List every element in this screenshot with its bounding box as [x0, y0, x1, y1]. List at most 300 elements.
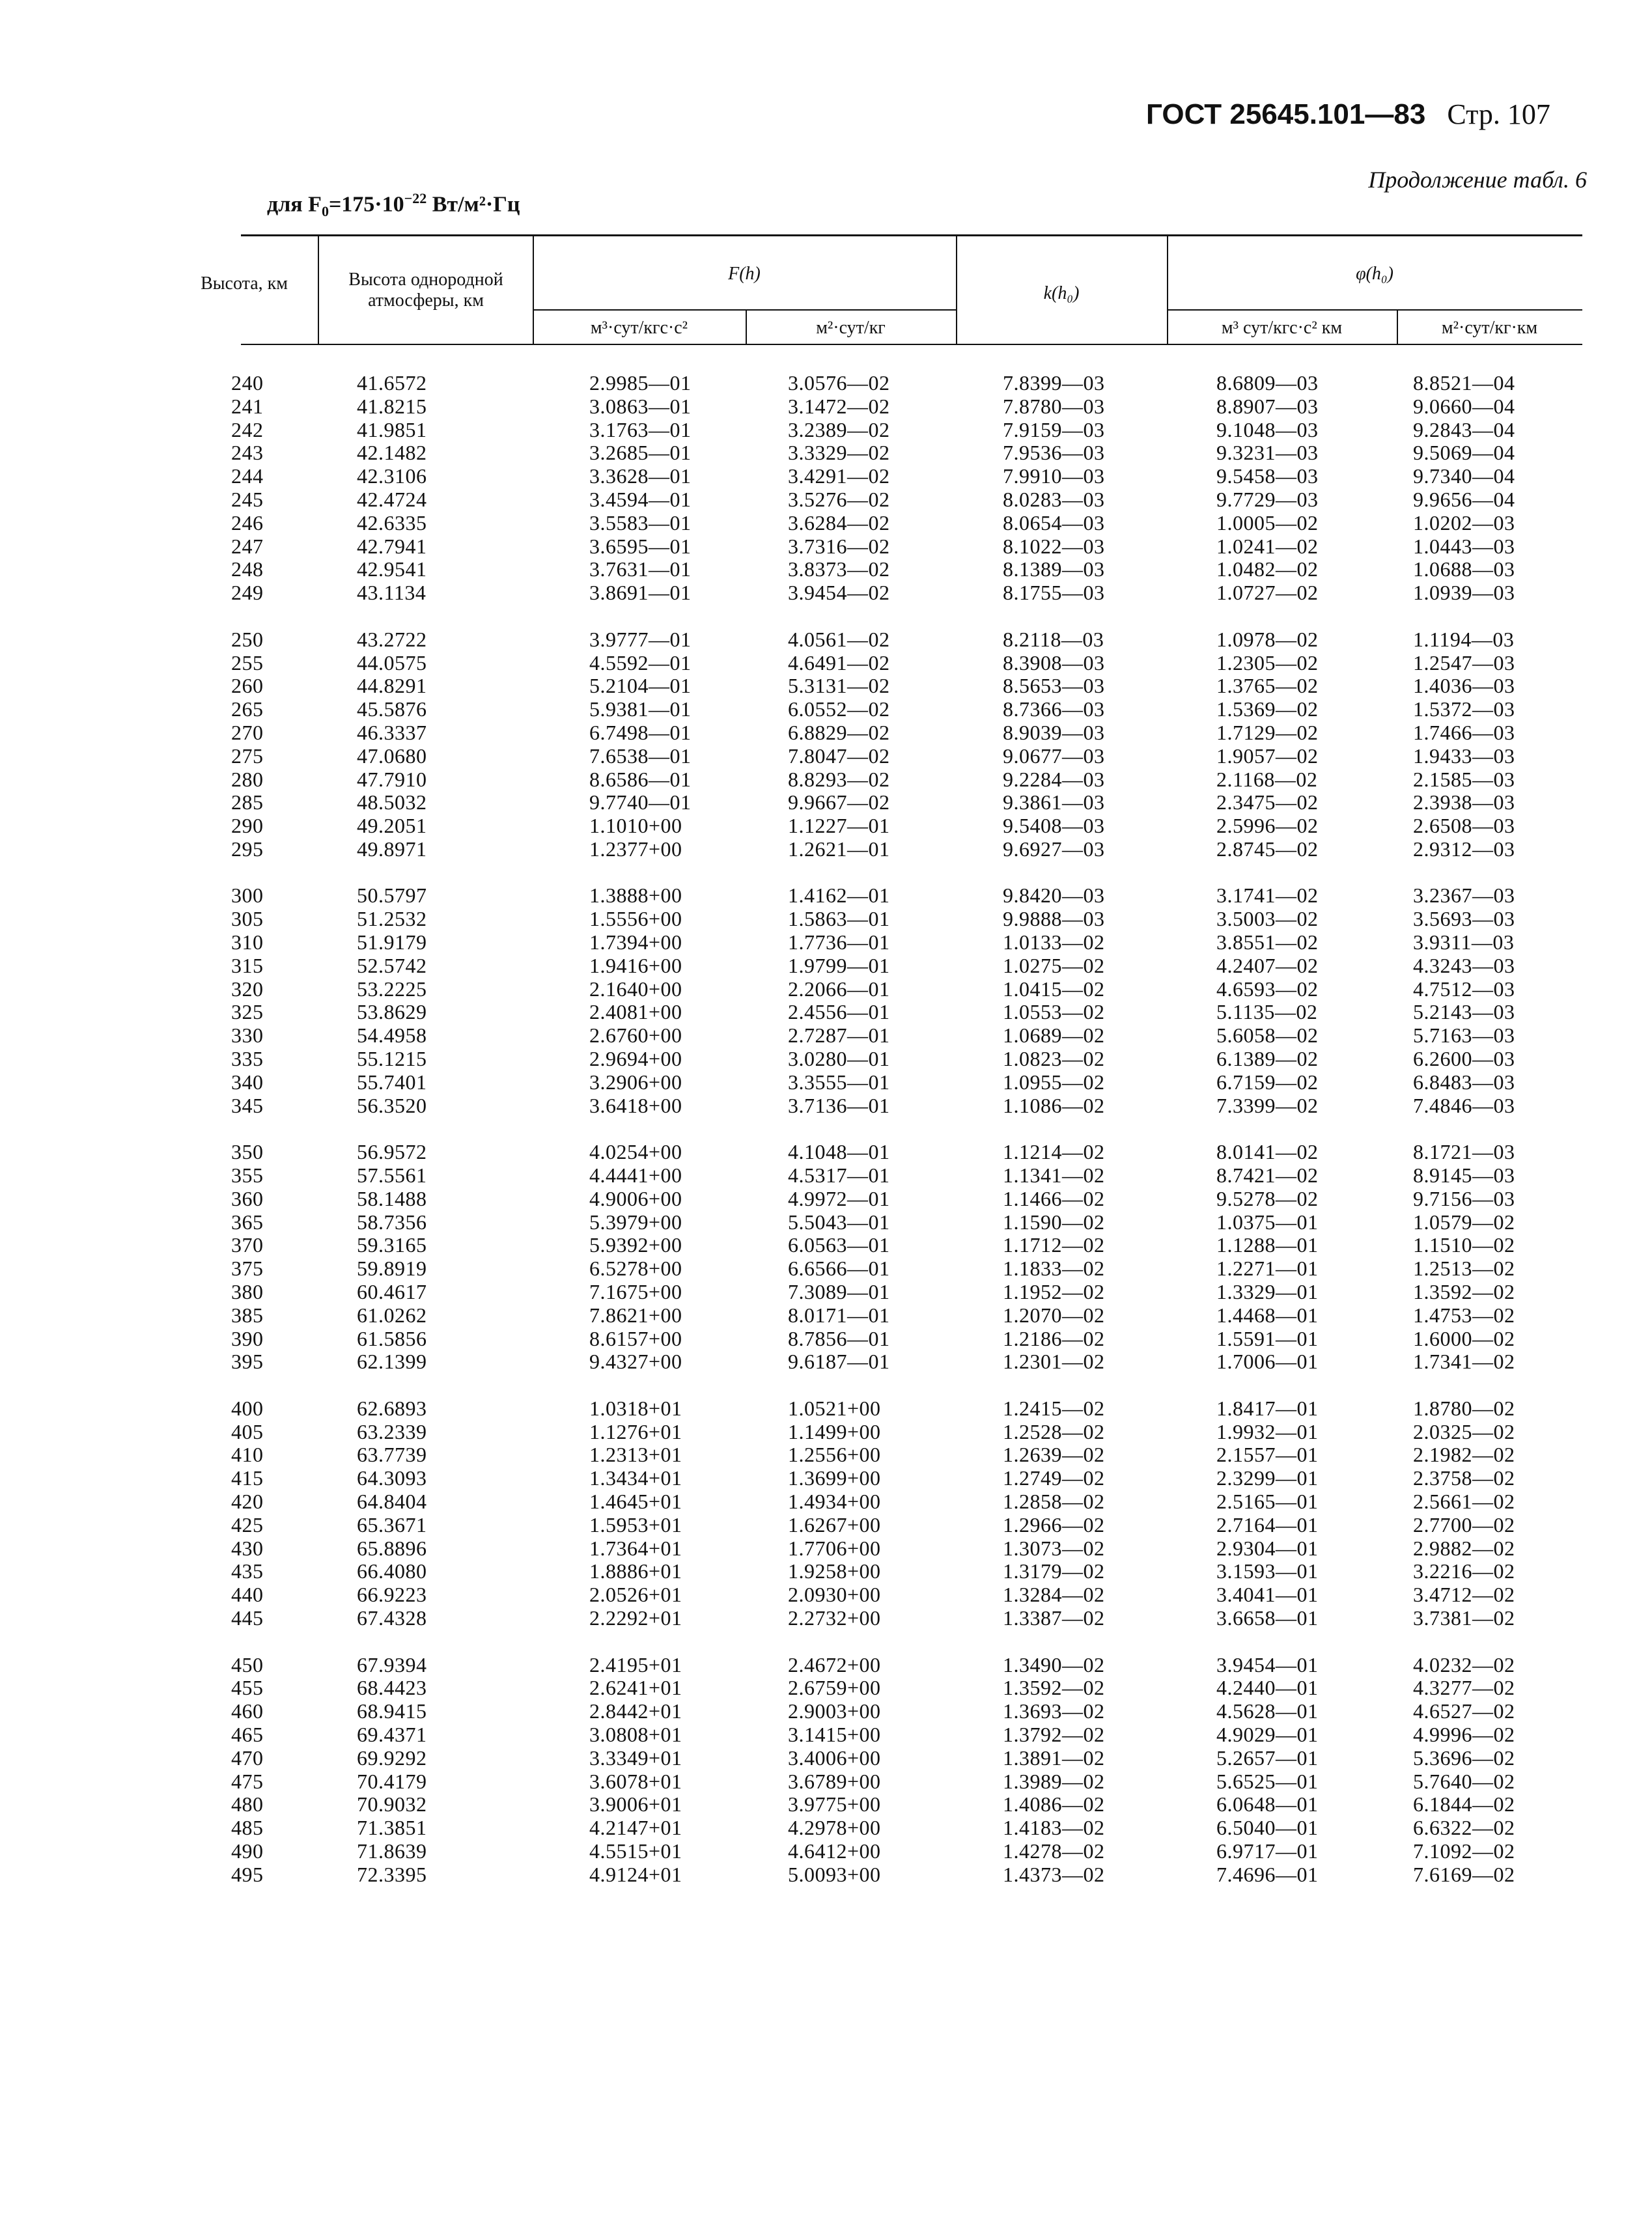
cell-fh-2: 4.1048—01 — [788, 1140, 890, 1164]
cell-homog-height: 58.7356 — [357, 1210, 427, 1234]
cell-fh-1: 2.1640+00 — [589, 977, 682, 1001]
cell-fh-2: 4.0561—02 — [788, 627, 890, 651]
cell-fh-1: 9.7740—01 — [589, 790, 692, 814]
cell-phi-2: 5.7640—02 — [1413, 1769, 1515, 1793]
cell-fh-2: 4.6491—02 — [788, 650, 890, 675]
cell-kh: 1.2301—02 — [1003, 1350, 1105, 1374]
cell-homog-height: 42.9541 — [357, 557, 427, 581]
cell-phi-2: 1.0579—02 — [1413, 1210, 1515, 1234]
cell-phi-2: 1.3592—02 — [1413, 1279, 1515, 1303]
cell-height: 425 — [231, 1512, 264, 1537]
cell-homog-height: 46.3337 — [357, 720, 427, 744]
col-header-height: Высота, км — [201, 273, 288, 294]
cell-phi-2: 9.5069—04 — [1413, 441, 1515, 465]
cell-homog-height: 53.8629 — [357, 1000, 427, 1024]
cell-phi-2: 8.8521—04 — [1413, 371, 1515, 395]
cell-fh-1: 1.9416+00 — [589, 953, 682, 977]
cell-fh-1: 4.4441+00 — [589, 1163, 682, 1187]
cell-height: 460 — [231, 1699, 264, 1723]
table-condition-note: для $F_0=175\cdot 10^{-22}$ Вт/м²·Гц — [267, 190, 520, 220]
cell-height: 310 — [231, 930, 264, 954]
cell-fh-2: 2.2732+00 — [788, 1606, 881, 1630]
cell-height: 440 — [231, 1583, 264, 1607]
cell-height: 405 — [231, 1419, 264, 1443]
cell-height: 335 — [231, 1047, 264, 1070]
cell-fh-2: 3.1415+00 — [788, 1722, 881, 1746]
cell-homog-height: 41.6572 — [357, 371, 427, 395]
cell-fh-1: 1.0318+01 — [589, 1396, 682, 1420]
cell-phi-1: 7.3399—02 — [1216, 1093, 1319, 1117]
cell-fh-1: 7.6538—01 — [589, 744, 692, 768]
cell-phi-1: 3.8551—02 — [1216, 930, 1319, 954]
cell-height: 285 — [231, 790, 264, 814]
cell-kh: 1.3592—02 — [1003, 1676, 1105, 1700]
cell-kh: 1.1712—02 — [1003, 1233, 1105, 1257]
cell-fh-1: 9.4327+00 — [589, 1350, 682, 1374]
cell-fh-2: 4.9972—01 — [788, 1186, 890, 1210]
cell-phi-2: 1.6000—02 — [1413, 1326, 1515, 1350]
cell-fh-2: 1.6267+00 — [788, 1512, 881, 1537]
cell-kh: 9.0677—03 — [1003, 744, 1105, 768]
cell-kh: 1.3073—02 — [1003, 1536, 1105, 1560]
cell-phi-1: 7.4696—01 — [1216, 1862, 1319, 1886]
cell-fh-2: 1.5863—01 — [788, 907, 890, 931]
cell-kh: 1.3792—02 — [1003, 1722, 1105, 1746]
cell-kh: 9.3861—03 — [1003, 790, 1105, 814]
cell-fh-1: 1.2313+01 — [589, 1443, 682, 1467]
cell-homog-height: 47.0680 — [357, 744, 427, 768]
cell-fh-1: 3.3628—01 — [589, 464, 692, 488]
cell-homog-height: 49.8971 — [357, 837, 427, 861]
cell-fh-2: 3.9775+00 — [788, 1792, 881, 1816]
cell-homog-height: 61.5856 — [357, 1326, 427, 1350]
cell-homog-height: 69.9292 — [357, 1746, 427, 1770]
cell-homog-height: 60.4617 — [357, 1279, 427, 1303]
cell-height: 365 — [231, 1210, 264, 1234]
page-header — [1146, 98, 1550, 131]
cell-kh: 1.2749—02 — [1003, 1466, 1105, 1490]
cell-kh: 1.0553—02 — [1003, 1000, 1105, 1024]
cell-phi-2: 4.7512—03 — [1413, 977, 1515, 1001]
cell-phi-1: 8.8907—03 — [1216, 394, 1319, 418]
cell-homog-height: 41.9851 — [357, 417, 427, 441]
cell-phi-2: 1.5372—03 — [1413, 697, 1515, 721]
cell-fh-2: 1.3699+00 — [788, 1466, 881, 1490]
cell-fh-1: 1.8886+01 — [589, 1559, 682, 1583]
cell-phi-1: 6.5040—01 — [1216, 1816, 1319, 1840]
cell-homog-height: 54.4958 — [357, 1023, 427, 1048]
cell-fh-1: 3.9006+01 — [589, 1792, 682, 1816]
cell-kh: 1.2858—02 — [1003, 1490, 1105, 1513]
cell-height: 410 — [231, 1443, 264, 1467]
cell-phi-1: 1.3329—01 — [1216, 1279, 1319, 1303]
cell-homog-height: 69.4371 — [357, 1722, 427, 1746]
cell-fh-1: 4.9006+00 — [589, 1186, 682, 1210]
cell-phi-2: 2.1982—02 — [1413, 1443, 1515, 1467]
cell-phi-2: 1.0202—03 — [1413, 510, 1515, 535]
cell-height: 430 — [231, 1536, 264, 1560]
cell-fh-2: 1.7736—01 — [788, 930, 890, 954]
cell-homog-height: 62.6893 — [357, 1396, 427, 1420]
cell-kh: 1.2070—02 — [1003, 1303, 1105, 1327]
cell-phi-2: 9.9656—04 — [1413, 488, 1515, 511]
cell-fh-1: 2.9694+00 — [589, 1047, 682, 1070]
cell-phi-2: 3.2367—03 — [1413, 883, 1515, 908]
cell-height: 385 — [231, 1303, 264, 1327]
cell-kh: 1.3387—02 — [1003, 1606, 1105, 1630]
cell-fh-1: 1.7364+01 — [589, 1536, 682, 1560]
cell-phi-1: 1.9932—01 — [1216, 1419, 1319, 1443]
cell-kh: 7.8399—03 — [1003, 371, 1105, 395]
cell-fh-2: 3.0576—02 — [788, 371, 890, 395]
cell-phi-2: 1.7341—02 — [1413, 1350, 1515, 1374]
cell-phi-1: 4.5628—01 — [1216, 1699, 1319, 1723]
cell-fh-2: 1.1499+00 — [788, 1419, 881, 1443]
cell-phi-1: 3.4041—01 — [1216, 1583, 1319, 1607]
cell-height: 275 — [231, 744, 264, 768]
cell-homog-height: 72.3395 — [357, 1862, 427, 1886]
cell-phi-1: 6.1389—02 — [1216, 1047, 1319, 1070]
col-header-homogeneous-height: Высота однородной атмосферы, км — [348, 270, 503, 311]
cell-homog-height: 41.8215 — [357, 394, 427, 418]
cell-fh-1: 4.0254+00 — [589, 1140, 682, 1164]
cell-fh-2: 1.0521+00 — [788, 1396, 881, 1420]
cell-fh-1: 5.9381—01 — [589, 697, 692, 721]
cell-phi-2: 9.7156—03 — [1413, 1186, 1515, 1210]
cell-kh: 1.1833—02 — [1003, 1257, 1105, 1281]
cell-phi-1: 2.8745—02 — [1216, 837, 1319, 861]
cell-fh-2: 8.0171—01 — [788, 1303, 890, 1327]
cell-height: 455 — [231, 1676, 264, 1700]
cell-kh: 8.1755—03 — [1003, 581, 1105, 605]
cell-phi-2: 9.0660—04 — [1413, 394, 1515, 418]
cell-homog-height: 62.1399 — [357, 1350, 427, 1374]
cell-homog-height: 42.1482 — [357, 441, 427, 465]
cell-phi-2: 1.4036—03 — [1413, 674, 1515, 698]
cell-kh: 9.2284—03 — [1003, 767, 1105, 791]
cell-fh-2: 3.1472—02 — [788, 394, 890, 418]
cell-fh-2: 3.6789+00 — [788, 1769, 881, 1793]
cell-height: 245 — [231, 488, 264, 511]
cell-homog-height: 44.0575 — [357, 650, 427, 675]
cell-fh-2: 7.3089—01 — [788, 1279, 890, 1303]
cell-phi-2: 6.6322—02 — [1413, 1816, 1515, 1840]
cell-phi-2: 1.0939—03 — [1413, 581, 1515, 605]
cell-phi-2: 2.7700—02 — [1413, 1512, 1515, 1537]
cell-height: 240 — [231, 371, 264, 395]
cell-fh-1: 8.6157+00 — [589, 1326, 682, 1350]
cell-kh: 8.1389—03 — [1003, 557, 1105, 581]
cell-kh: 1.2186—02 — [1003, 1326, 1105, 1350]
cell-fh-1: 2.9985—01 — [589, 371, 692, 395]
cell-phi-1: 9.7729—03 — [1216, 488, 1319, 511]
cell-height: 375 — [231, 1257, 264, 1281]
cell-phi-2: 2.3758—02 — [1413, 1466, 1515, 1490]
cell-height: 395 — [231, 1350, 264, 1374]
cell-kh: 1.0275—02 — [1003, 953, 1105, 977]
cell-homog-height: 57.5561 — [357, 1163, 427, 1187]
cell-fh-1: 4.5515+01 — [589, 1839, 682, 1863]
cell-kh: 1.1341—02 — [1003, 1163, 1105, 1187]
table-continuation-label: Продолжение табл. 6 — [1368, 167, 1587, 193]
cell-homog-height: 59.3165 — [357, 1233, 427, 1257]
cell-phi-1: 1.5369—02 — [1216, 697, 1319, 721]
cell-height: 475 — [231, 1769, 264, 1793]
cell-kh: 8.5653—03 — [1003, 674, 1105, 698]
cell-phi-2: 6.8483—03 — [1413, 1070, 1515, 1094]
cell-kh: 1.3693—02 — [1003, 1699, 1105, 1723]
cell-height: 490 — [231, 1839, 264, 1863]
cell-homog-height: 63.2339 — [357, 1419, 427, 1443]
cell-height: 265 — [231, 697, 264, 721]
cell-fh-1: 8.6586—01 — [589, 767, 692, 791]
cell-height: 243 — [231, 441, 264, 465]
cell-phi-1: 9.5278—02 — [1216, 1186, 1319, 1210]
cell-phi-1: 4.2440—01 — [1216, 1676, 1319, 1700]
cell-kh: 9.9888—03 — [1003, 907, 1105, 931]
cell-fh-1: 4.2147+01 — [589, 1816, 682, 1840]
cell-phi-2: 4.3243—03 — [1413, 953, 1515, 977]
cell-phi-2: 8.9145—03 — [1413, 1163, 1515, 1187]
cell-fh-2: 1.2556+00 — [788, 1443, 881, 1467]
cell-fh-2: 1.4934+00 — [788, 1490, 881, 1513]
cell-fh-1: 3.2685—01 — [589, 441, 692, 465]
cell-kh: 9.5408—03 — [1003, 814, 1105, 838]
cell-homog-height: 51.9179 — [357, 930, 427, 954]
cell-phi-2: 2.5661—02 — [1413, 1490, 1515, 1513]
cell-homog-height: 67.9394 — [357, 1652, 427, 1676]
cell-kh: 1.4086—02 — [1003, 1792, 1105, 1816]
cell-fh-2: 2.4672+00 — [788, 1652, 881, 1676]
cell-fh-2: 1.1227—01 — [788, 814, 890, 838]
cell-phi-2: 3.4712—02 — [1413, 1583, 1515, 1607]
cell-phi-1: 1.0978—02 — [1216, 627, 1319, 651]
cell-fh-2: 3.5276—02 — [788, 488, 890, 511]
cell-fh-2: 5.0093+00 — [788, 1862, 881, 1886]
cell-fh-2: 2.6759+00 — [788, 1676, 881, 1700]
cell-homog-height: 45.5876 — [357, 697, 427, 721]
cell-fh-1: 1.5953+01 — [589, 1512, 682, 1537]
cell-homog-height: 61.0262 — [357, 1303, 427, 1327]
col-header-kh: k(h₀) — [1043, 283, 1080, 303]
cell-height: 255 — [231, 650, 264, 675]
cell-fh-2: 3.3329—02 — [788, 441, 890, 465]
cell-height: 250 — [231, 627, 264, 651]
cell-phi-1: 9.3231—03 — [1216, 441, 1319, 465]
cell-phi-1: 2.1168—02 — [1216, 767, 1318, 791]
cell-phi-1: 1.0727—02 — [1216, 581, 1319, 605]
cell-height: 305 — [231, 907, 264, 931]
cell-phi-2: 1.0688—03 — [1413, 557, 1515, 581]
cell-fh-1: 1.5556+00 — [589, 907, 682, 931]
cell-phi-2: 5.2143—03 — [1413, 1000, 1515, 1024]
cell-height: 345 — [231, 1093, 264, 1117]
cell-phi-1: 9.1048—03 — [1216, 417, 1319, 441]
cell-fh-2: 2.7287—01 — [788, 1023, 890, 1048]
cell-phi-2: 9.7340—04 — [1413, 464, 1515, 488]
cell-fh-1: 3.8691—01 — [589, 581, 692, 605]
cell-phi-1: 2.9304—01 — [1216, 1536, 1319, 1560]
cell-height: 340 — [231, 1070, 264, 1094]
cell-homog-height: 68.9415 — [357, 1699, 427, 1723]
cell-phi-1: 5.2657—01 — [1216, 1746, 1319, 1770]
cell-phi-1: 4.2407—02 — [1216, 953, 1319, 977]
header-sub-rule-fh — [533, 309, 956, 311]
cell-phi-1: 3.6658—01 — [1216, 1606, 1319, 1630]
cell-fh-2: 3.4291—02 — [788, 464, 890, 488]
cell-phi-1: 5.1135—02 — [1216, 1000, 1318, 1024]
cell-fh-2: 8.7856—01 — [788, 1326, 890, 1350]
cell-fh-1: 3.3349+01 — [589, 1746, 682, 1770]
cell-fh-2: 5.5043—01 — [788, 1210, 890, 1234]
cell-phi-1: 1.1288—01 — [1216, 1233, 1319, 1257]
cell-height: 390 — [231, 1326, 264, 1350]
cell-phi-1: 1.9057—02 — [1216, 744, 1319, 768]
cell-homog-height: 49.2051 — [357, 814, 427, 838]
cell-fh-1: 7.8621+00 — [589, 1303, 682, 1327]
cell-phi-2: 6.1844—02 — [1413, 1792, 1515, 1816]
cell-fh-2: 1.2621—01 — [788, 837, 890, 861]
cell-phi-2: 2.1585—03 — [1413, 767, 1515, 791]
cell-homog-height: 66.4080 — [357, 1559, 427, 1583]
cell-fh-2: 3.9454—02 — [788, 581, 890, 605]
cell-height: 450 — [231, 1652, 264, 1676]
cell-kh: 1.3490—02 — [1003, 1652, 1105, 1676]
cell-phi-1: 1.2271—01 — [1216, 1257, 1319, 1281]
cell-height: 470 — [231, 1746, 264, 1770]
cell-homog-height: 43.1134 — [357, 581, 427, 605]
cell-homog-height: 66.9223 — [357, 1583, 427, 1607]
cell-fh-1: 7.1675+00 — [589, 1279, 682, 1303]
cell-fh-1: 3.0808+01 — [589, 1722, 682, 1746]
col-header-fh-unit2: м²·сут/кг — [816, 318, 886, 338]
cell-phi-2: 5.7163—03 — [1413, 1023, 1515, 1048]
cell-fh-1: 1.2377+00 — [589, 837, 682, 861]
cell-height: 350 — [231, 1140, 264, 1164]
cell-height: 320 — [231, 977, 264, 1001]
cell-phi-1: 2.5996—02 — [1216, 814, 1319, 838]
cell-homog-height: 50.5797 — [357, 883, 427, 908]
cell-phi-2: 3.2216—02 — [1413, 1559, 1515, 1583]
cell-kh: 9.6927—03 — [1003, 837, 1105, 861]
cell-height: 415 — [231, 1466, 264, 1490]
cell-phi-2: 1.0443—03 — [1413, 534, 1515, 558]
cell-homog-height: 70.4179 — [357, 1769, 427, 1793]
standard-number: ГОСТ 25645.101—83 — [1146, 98, 1426, 130]
cell-height: 290 — [231, 814, 264, 838]
cell-kh: 1.3891—02 — [1003, 1746, 1105, 1770]
cell-fh-2: 3.8373—02 — [788, 557, 890, 581]
header-sub-rule-phi — [1167, 309, 1582, 311]
cell-phi-2: 2.6508—03 — [1413, 814, 1515, 838]
cell-height: 465 — [231, 1722, 264, 1746]
cell-phi-2: 2.9882—02 — [1413, 1536, 1515, 1560]
cell-kh: 7.8780—03 — [1003, 394, 1105, 418]
cell-height: 435 — [231, 1559, 264, 1583]
cell-height: 248 — [231, 557, 264, 581]
cell-phi-1: 6.0648—01 — [1216, 1792, 1319, 1816]
cell-phi-2: 1.2513—02 — [1413, 1257, 1515, 1281]
cell-fh-2: 8.8293—02 — [788, 767, 890, 791]
cell-phi-2: 8.1721—03 — [1413, 1140, 1515, 1164]
cell-phi-1: 1.5591—01 — [1216, 1326, 1319, 1350]
cell-phi-1: 5.6058—02 — [1216, 1023, 1319, 1048]
cell-kh: 8.0654—03 — [1003, 510, 1105, 535]
col-header-fh: F(h) — [728, 264, 761, 284]
cell-kh: 8.2118—03 — [1003, 627, 1104, 651]
cell-phi-1: 1.7129—02 — [1216, 720, 1319, 744]
cell-homog-height: 65.3671 — [357, 1512, 427, 1537]
cell-kh: 1.1086—02 — [1003, 1093, 1105, 1117]
cell-phi-2: 9.2843—04 — [1413, 417, 1515, 441]
cell-kh: 1.0955—02 — [1003, 1070, 1105, 1094]
cell-homog-height: 44.8291 — [357, 674, 427, 698]
cell-fh-1: 1.3434+01 — [589, 1466, 682, 1490]
cell-homog-height: 42.7941 — [357, 534, 427, 558]
col-header-phi-unit1: м³ сут/кгс·с² км — [1221, 318, 1343, 338]
cell-phi-2: 3.7381—02 — [1413, 1606, 1515, 1630]
cell-homog-height: 68.4423 — [357, 1676, 427, 1700]
cell-kh: 1.0133—02 — [1003, 930, 1105, 954]
cell-homog-height: 47.7910 — [357, 767, 427, 791]
cell-fh-1: 3.5583—01 — [589, 510, 692, 535]
cell-kh: 1.3989—02 — [1003, 1769, 1105, 1793]
cell-phi-2: 5.3696—02 — [1413, 1746, 1515, 1770]
cell-fh-1: 2.2292+01 — [589, 1606, 682, 1630]
cell-phi-1: 1.2305—02 — [1216, 650, 1319, 675]
cell-fh-2: 1.9799—01 — [788, 953, 890, 977]
cell-height: 280 — [231, 767, 264, 791]
col-header-phi: φ(h₀) — [1356, 264, 1393, 284]
cell-fh-1: 1.1010+00 — [589, 814, 682, 838]
cell-phi-2: 4.6527—02 — [1413, 1699, 1515, 1723]
cell-phi-2: 1.4753—02 — [1413, 1303, 1515, 1327]
cell-fh-2: 2.2066—01 — [788, 977, 890, 1001]
cell-phi-1: 1.0005—02 — [1216, 510, 1319, 535]
cell-height: 242 — [231, 417, 264, 441]
cell-fh-2: 2.9003+00 — [788, 1699, 881, 1723]
col-header-phi-unit2: м²·сут/кг·км — [1441, 318, 1538, 338]
cell-phi-1: 1.0375—01 — [1216, 1210, 1319, 1234]
cell-phi-1: 8.0141—02 — [1216, 1140, 1319, 1164]
cell-phi-2: 1.2547—03 — [1413, 650, 1515, 675]
page-number: Стр. 107 — [1447, 98, 1550, 130]
cell-fh-1: 2.4081+00 — [589, 1000, 682, 1024]
cell-height: 247 — [231, 534, 264, 558]
cell-height: 400 — [231, 1396, 264, 1420]
cell-homog-height: 51.2532 — [357, 907, 427, 931]
cell-fh-2: 6.8829—02 — [788, 720, 890, 744]
cell-height: 360 — [231, 1186, 264, 1210]
cell-fh-2: 2.4556—01 — [788, 1000, 890, 1024]
cell-phi-1: 1.0482—02 — [1216, 557, 1319, 581]
cell-kh: 8.1022—03 — [1003, 534, 1105, 558]
cell-phi-1: 2.1557—01 — [1216, 1443, 1319, 1467]
cell-fh-2: 4.2978+00 — [788, 1816, 881, 1840]
cell-fh-1: 1.3888+00 — [589, 883, 682, 908]
cell-height: 420 — [231, 1490, 264, 1513]
cell-homog-height: 64.3093 — [357, 1466, 427, 1490]
cell-height: 246 — [231, 510, 264, 535]
cell-homog-height: 63.7739 — [357, 1443, 427, 1467]
cell-height: 241 — [231, 394, 264, 418]
cell-height: 330 — [231, 1023, 264, 1048]
cell-kh: 1.0823—02 — [1003, 1047, 1105, 1070]
cell-fh-1: 1.7394+00 — [589, 930, 682, 954]
cell-fh-1: 3.4594—01 — [589, 488, 692, 511]
cell-kh: 1.2639—02 — [1003, 1443, 1105, 1467]
cell-kh: 7.9159—03 — [1003, 417, 1105, 441]
